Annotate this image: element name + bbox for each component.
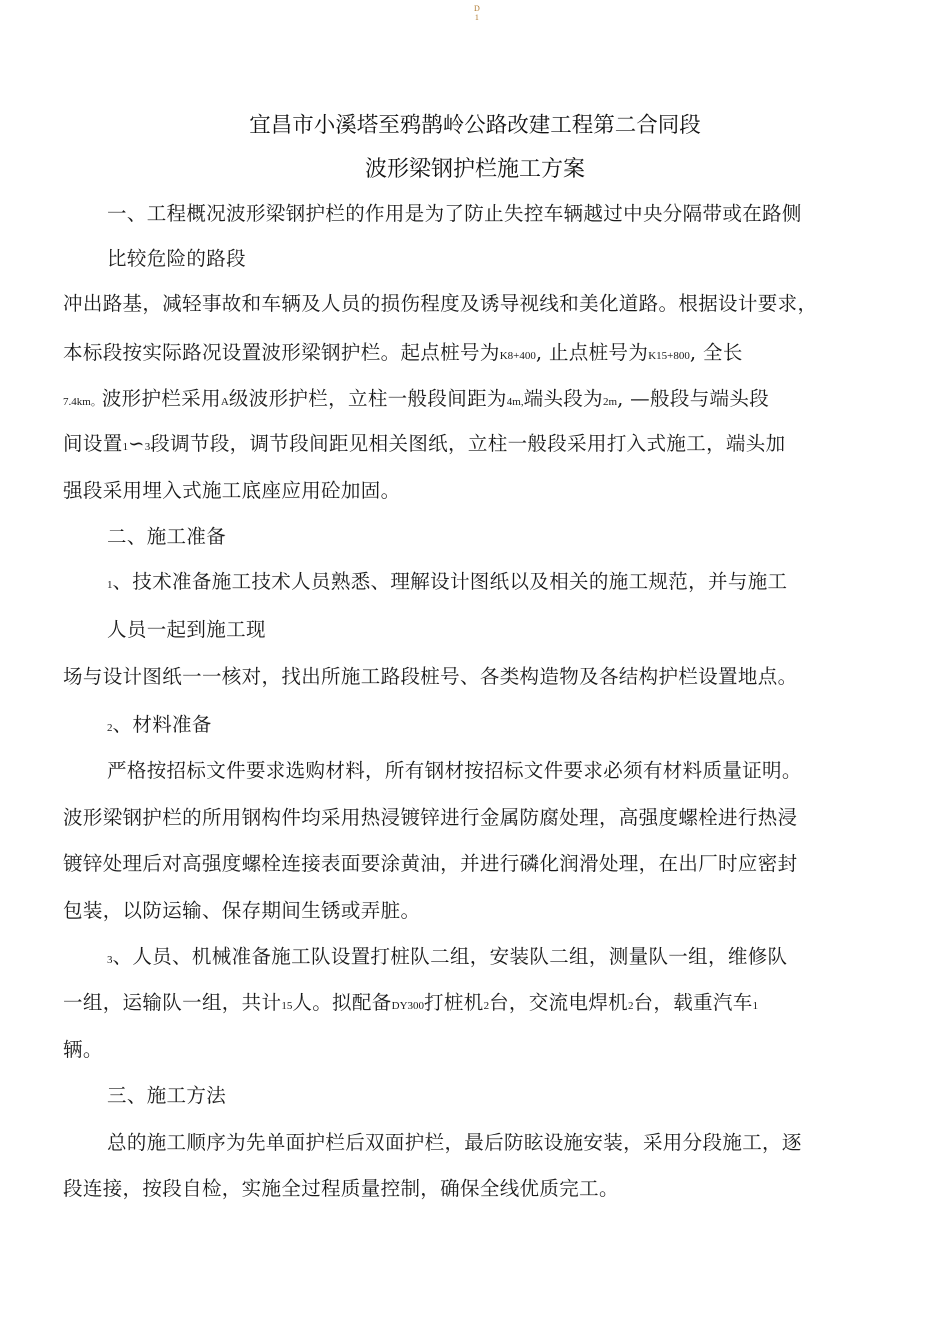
text-segment: 、技术准备施工技术人员熟悉、理解设计图纸以及相关的施工规范，并与施工 bbox=[112, 570, 788, 593]
inline-small-text: 。 bbox=[90, 396, 102, 408]
text-segment: 段连接，按段自检，实施全过程质量控制，确保全线优质完工。 bbox=[63, 1177, 619, 1200]
text-segment: , 止点桩号为 bbox=[535, 341, 649, 364]
text-line bbox=[63, 431, 785, 460]
inline-small-text: 2 bbox=[628, 1000, 634, 1012]
text-line bbox=[63, 664, 797, 690]
text-line bbox=[63, 386, 769, 415]
text-line bbox=[107, 1083, 226, 1109]
text-segment: ∽ bbox=[128, 432, 145, 455]
text-segment: 段调节段，调节段间距见相关图纸，立柱一般段采用打入式施工，端头加 bbox=[150, 432, 786, 455]
text-segment: 本标段按实际路况设置波形梁钢护栏。起点桩号为 bbox=[63, 341, 500, 364]
text-segment: 台，交流电焊机 bbox=[489, 991, 629, 1014]
text-segment: 人。拟配备 bbox=[292, 991, 392, 1014]
text-segment: 、材料准备 bbox=[112, 713, 212, 736]
inline-small-text: 1 bbox=[122, 441, 129, 453]
text-line bbox=[107, 246, 246, 272]
text-line bbox=[107, 712, 212, 741]
text-segment: 人员一起到施工现 bbox=[107, 618, 266, 641]
text-segment: 间设置 bbox=[63, 432, 123, 455]
inline-small-text: 2 bbox=[483, 1000, 490, 1012]
inline-small-text: 7.4km bbox=[63, 396, 91, 408]
text-segment: , —般段与端头段 bbox=[617, 387, 770, 410]
inline-small-text: 1 bbox=[752, 1000, 759, 1012]
text-segment: 三、施工方法 bbox=[107, 1084, 227, 1107]
text-segment: 一组，运输队一组，共计 bbox=[63, 991, 282, 1014]
document-subtitle: 波形梁钢护栏施工方案 bbox=[364, 157, 585, 182]
text-segment: 台，载重汽车 bbox=[633, 991, 753, 1014]
text-segment: 波形护栏采用 bbox=[101, 387, 221, 410]
document-title: 宜昌市小溪塔至鸦鹊岭公路改建工程第二合同段 bbox=[249, 113, 701, 138]
text-segment: 波形梁钢护栏的所用钢构件均采用热浸镀锌进行金属防腐处理，高强度螺栓进行热浸 bbox=[63, 806, 798, 829]
text-segment: 冲出路基，减轻事故和车辆及人员的损伤程度及诱导视线和美化道路。根据设计要求， bbox=[63, 292, 818, 315]
text-line bbox=[63, 1037, 103, 1063]
text-segment: 辆。 bbox=[63, 1038, 103, 1061]
text-segment: 严格按招标文件要求选购材料，所有钢材按招标文件要求必须有材料质量证明。 bbox=[107, 759, 802, 782]
inline-small-text: 2 bbox=[107, 722, 113, 734]
text-line bbox=[107, 944, 787, 973]
header-mark-letter: D bbox=[474, 4, 480, 13]
inline-small-text: 1 bbox=[107, 579, 113, 591]
text-segment: 打桩机 bbox=[424, 991, 484, 1014]
text-line bbox=[63, 291, 817, 317]
inline-small-text: K8+400 bbox=[499, 350, 536, 362]
text-line bbox=[63, 805, 797, 831]
text-segment: 级波形护栏，立柱一般段间距为 bbox=[228, 387, 507, 410]
text-segment: 比较危险的路段 bbox=[107, 247, 246, 270]
text-segment: 一、工程概况波形梁钢护栏的作用是为了防止失控车辆越过中央分隔带或在路侧 bbox=[107, 202, 802, 225]
inline-small-text: 3 bbox=[144, 441, 151, 453]
text-line bbox=[107, 201, 802, 227]
text-segment: 、人员、机械准备施工队设置打桩队二组，安装队二组，测量队一组，维修队 bbox=[112, 945, 788, 968]
text-line bbox=[63, 478, 400, 504]
inline-small-text: A bbox=[220, 396, 229, 408]
text-line bbox=[63, 340, 743, 369]
header-mark bbox=[474, 4, 480, 22]
text-segment: 场与设计图纸一一核对，找出所施工路段桩号、各类构造物及各结构护栏设置地点。 bbox=[63, 665, 798, 688]
inline-small-text: 2m bbox=[603, 396, 618, 408]
text-segment: 端头段为 bbox=[523, 387, 603, 410]
text-line bbox=[63, 898, 420, 924]
inline-small-text: 4m, bbox=[506, 396, 524, 408]
text-line bbox=[107, 569, 787, 598]
header-mark-number: 1 bbox=[474, 13, 479, 22]
text-segment: 强段采用埋入式施工底座应用砼加固。 bbox=[63, 479, 401, 502]
text-line bbox=[107, 617, 266, 643]
inline-small-text: K15+800 bbox=[648, 350, 690, 362]
text-segment: 包装，以防运输、保存期间生锈或弄脏。 bbox=[63, 899, 421, 922]
inline-small-text: 15 bbox=[281, 1000, 293, 1012]
text-segment: 镀锌处理后对高强度螺栓连接表面要涂黄油，并进行磷化润滑处理，在出厂时应密封 bbox=[63, 852, 798, 875]
text-segment: 总的施工顺序为先单面护栏后双面护栏，最后防眩设施安装，采用分段施工，逐 bbox=[107, 1131, 802, 1154]
text-segment: 二、施工准备 bbox=[107, 525, 227, 548]
text-line bbox=[107, 758, 802, 784]
inline-small-text: DY300 bbox=[391, 1000, 425, 1012]
text-segment: , 全长 bbox=[689, 341, 743, 364]
text-line bbox=[107, 524, 226, 550]
text-line bbox=[63, 1176, 619, 1202]
inline-small-text: 3 bbox=[107, 954, 113, 966]
text-line bbox=[107, 1130, 802, 1156]
text-line bbox=[63, 990, 758, 1019]
text-line bbox=[63, 851, 797, 877]
